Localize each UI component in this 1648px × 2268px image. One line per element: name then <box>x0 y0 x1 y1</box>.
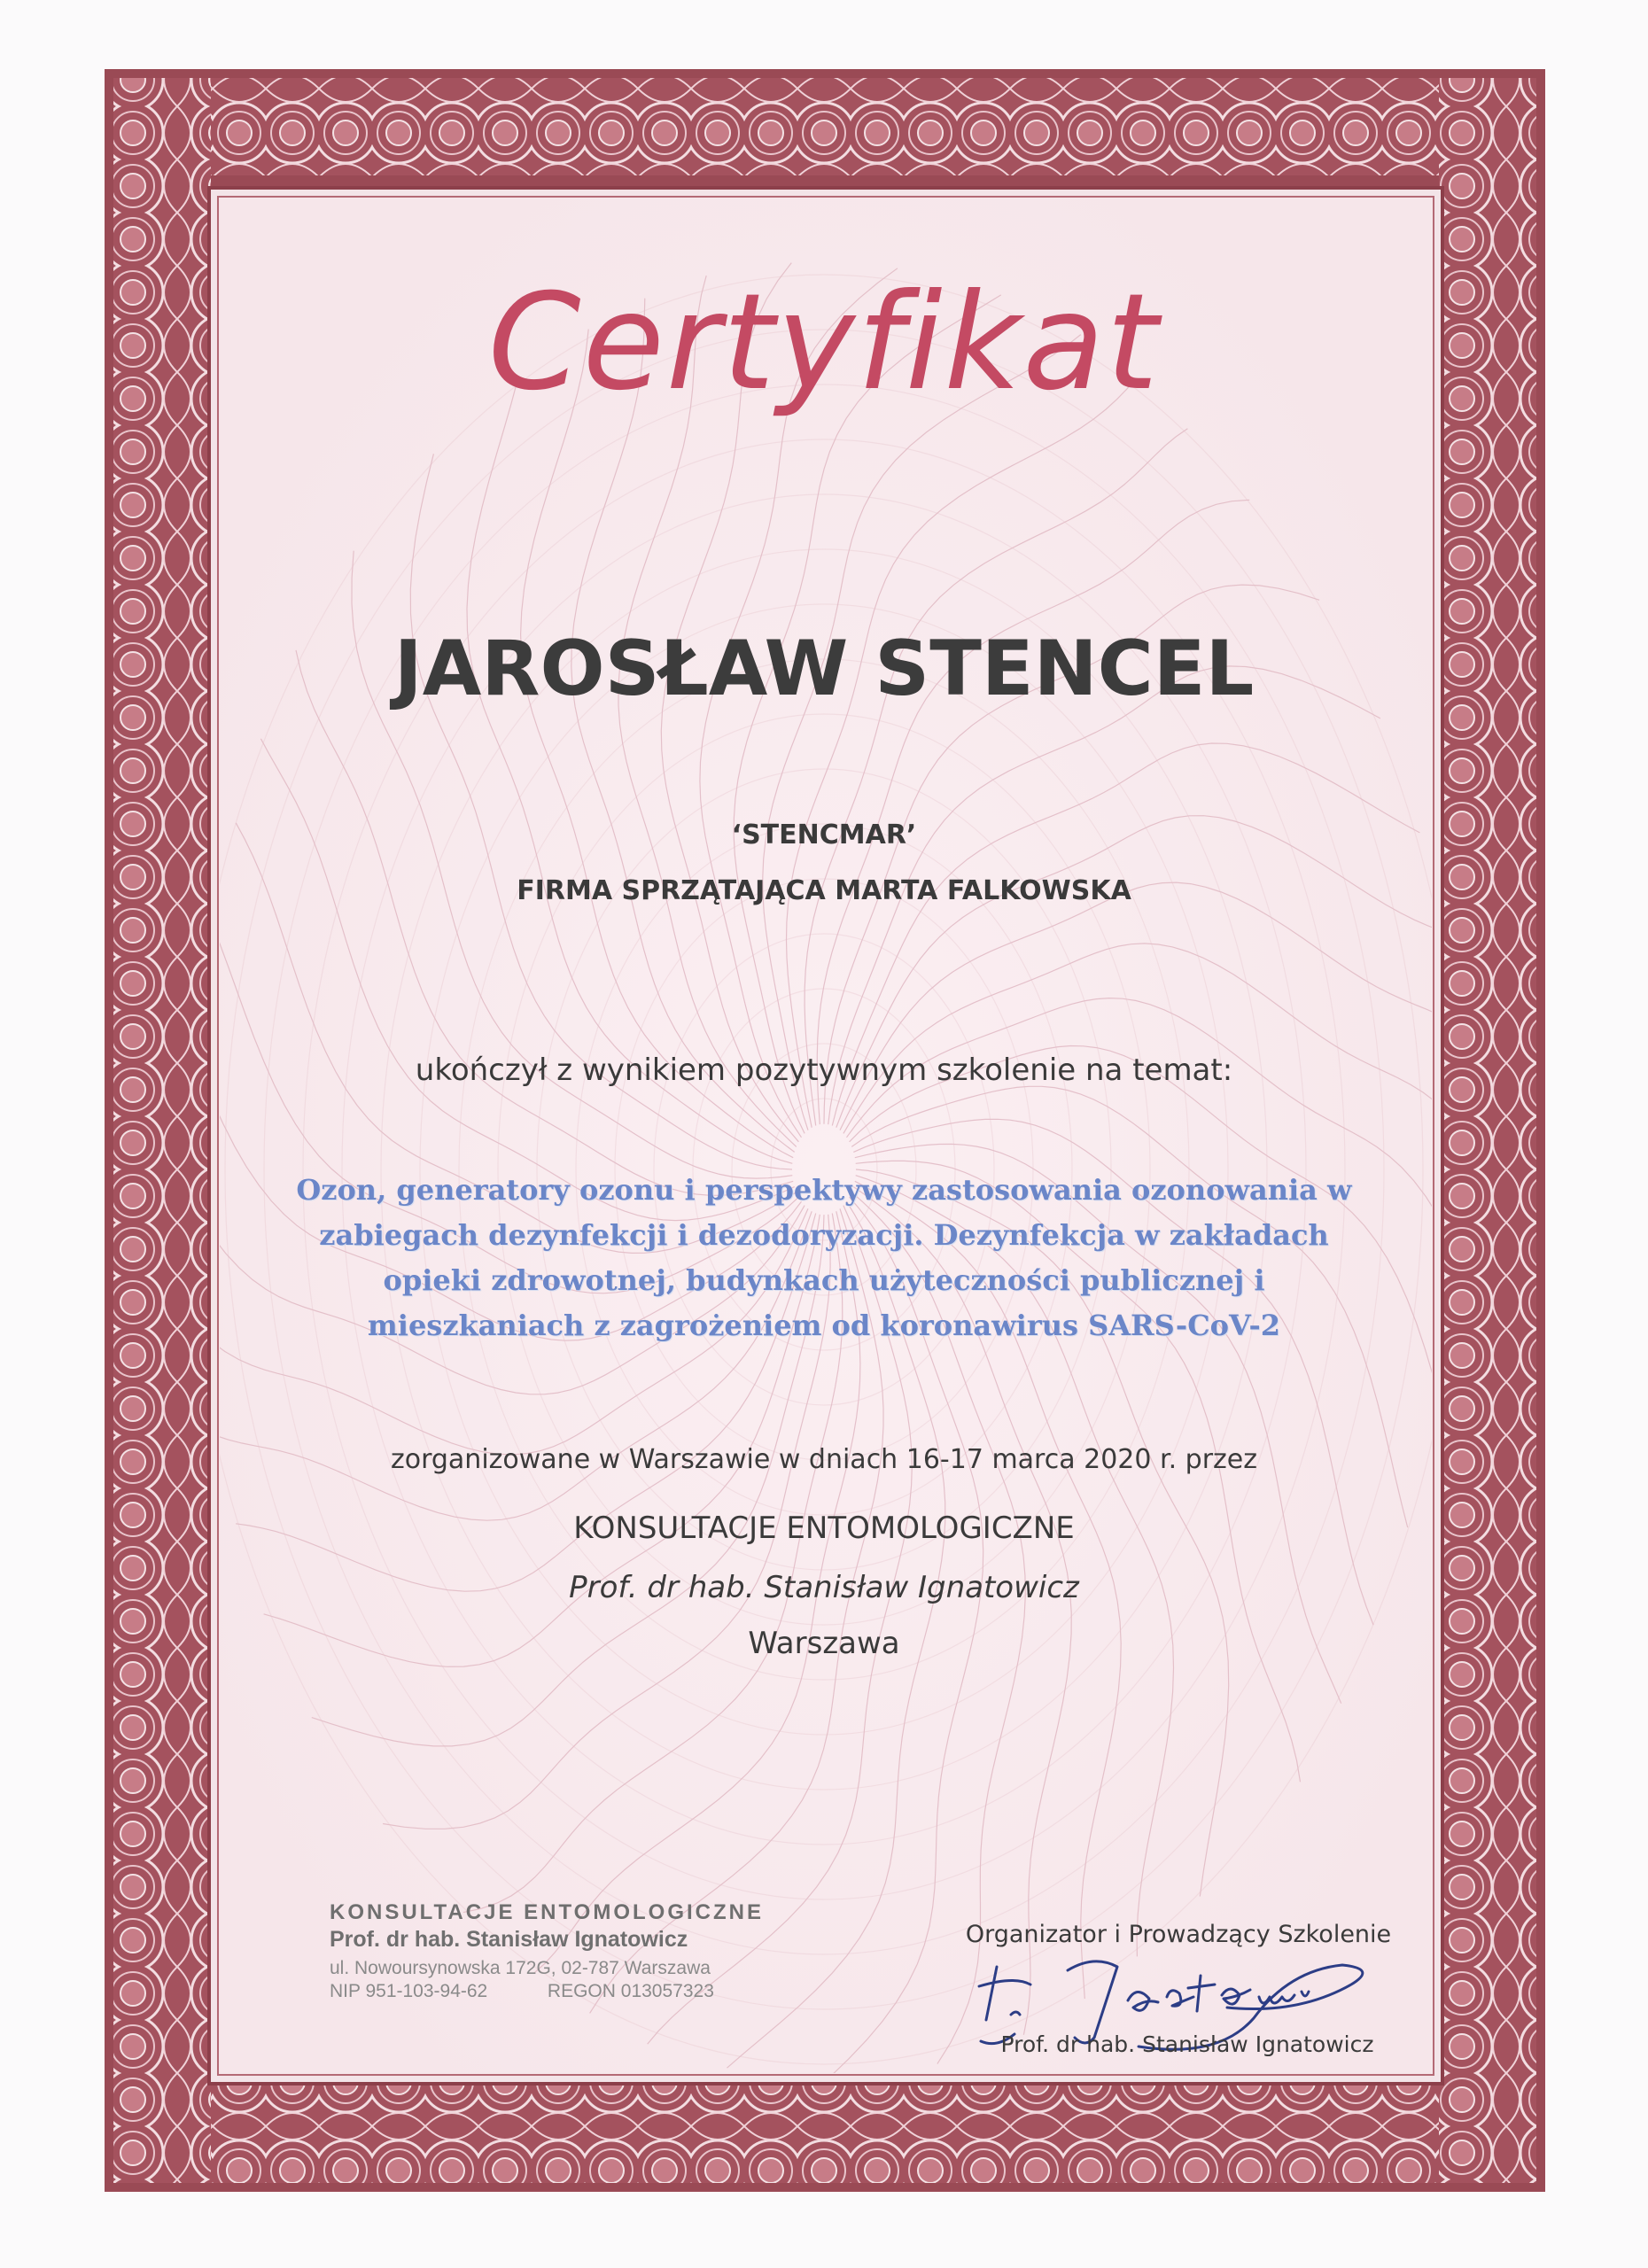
training-topic-line: mieszkaniach z zagrożeniem od koronawirus SARS-CoV-2 <box>367 1309 1281 1342</box>
company-stamp <box>330 1900 764 2002</box>
stamp-line2: Prof. dr hab. Stanisław Ignatowicz <box>330 1927 688 1952</box>
signature-title: Organizator i Prowadzący Szkolenie <box>965 1921 1392 1948</box>
stamp-line1: KONSULTACJE ENTOMOLOGICZNE <box>330 1900 765 1924</box>
training-topic-line: Ozon, generatory ozonu i perspektywy zastosowania ozonowania w <box>296 1173 1352 1207</box>
certificate-title: Certyfikat <box>487 266 1161 420</box>
stamp-regon: REGON 013057323 <box>547 1981 714 2001</box>
organized-statement: zorganizowane w Warszawie w dniach 16-17 marca 2020 r. przez <box>390 1444 1258 1475</box>
training-topic-line: opieki zdrowotnej, budynkach użyteczności publicznej i <box>383 1263 1265 1297</box>
stamp-ids <box>330 1981 764 2002</box>
organizer-city: Warszawa <box>748 1626 900 1661</box>
organizer-person: Prof. dr hab. Stanisław Ignatowicz <box>569 1570 1079 1605</box>
company-full-name: FIRMA SPRZĄTAJĄCA MARTA FALKOWSKA <box>517 875 1131 906</box>
stamp-nip: NIP 951-103-94-62 <box>330 1981 488 2001</box>
training-topic <box>266 1168 1382 1348</box>
stamp-address: ul. Nowoursynowska 172G, 02-787 Warszawa <box>330 1958 711 1978</box>
organizer-name: KONSULTACJE ENTOMOLOGICZNE <box>573 1511 1075 1546</box>
company-name: ‘STENCMAR’ <box>731 819 917 850</box>
signature-name: Prof. dr hab. Stanisław Ignatowicz <box>1000 2031 1374 2057</box>
recipient-name: JAROSŁAW STENCEL <box>393 625 1255 713</box>
completion-statement: ukończył z wynikiem pozytywnym szkolenie na temat: <box>415 1052 1233 1088</box>
training-topic-line: zabiegach dezynfekcji i dezodoryzacji. Dezynfekcja w zakładach <box>319 1218 1329 1252</box>
